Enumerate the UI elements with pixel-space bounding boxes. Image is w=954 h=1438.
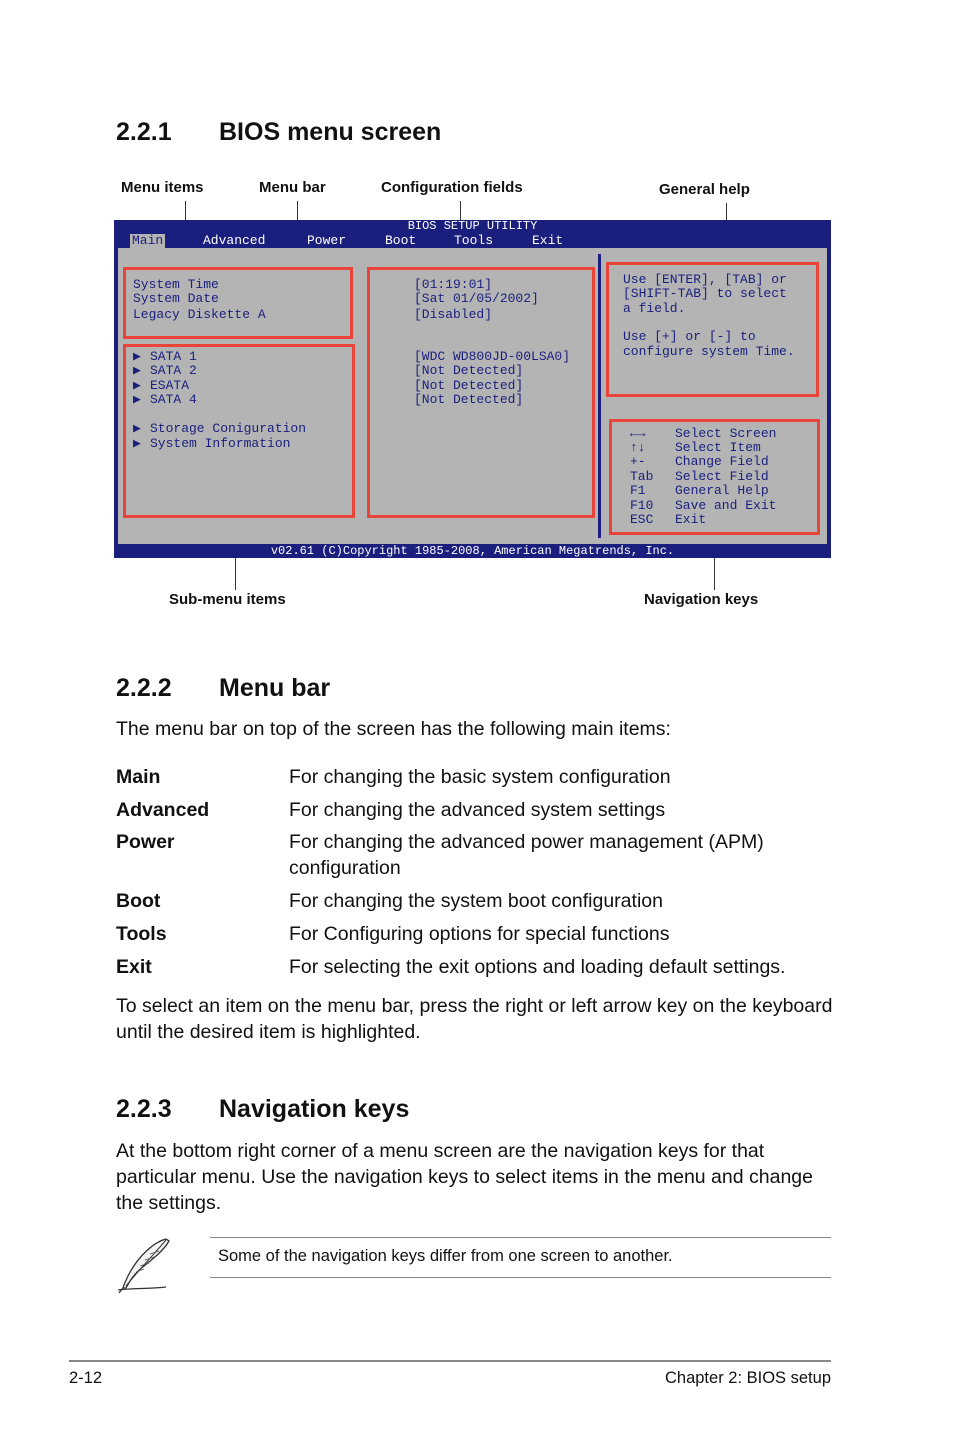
menu-bar-outro: To select an item on the menu bar, press the right or left arrow key on the keyboard until the desired item is highlighted.: [116, 995, 833, 1043]
bios-help-line: Use [+] or [-] to: [623, 329, 756, 344]
callout-sub-menu-items: Sub-menu items: [169, 591, 286, 608]
callout-configuration-fields: Configuration fields: [381, 179, 523, 196]
page-number: 2-12: [69, 1369, 103, 1387]
desc-power: For changing the advanced power management (APM) configuration: [289, 831, 764, 879]
desc-exit: For selecting the exit options and loading default settings.: [289, 956, 786, 978]
highlight-general-help: [606, 262, 819, 397]
callout-general-help: General help: [659, 181, 750, 198]
bios-panel-divider: [598, 254, 601, 538]
bios-frame-right: [827, 248, 831, 544]
bios-item-system-time[interactable]: System Time: [133, 277, 219, 292]
highlight-navigation-keys: [609, 419, 820, 535]
bios-value-diskette[interactable]: [Disabled]: [414, 307, 493, 322]
nav-key: +-: [630, 454, 646, 469]
bios-value-sata1: [WDC WD800JD-00LSA0]: [414, 349, 571, 364]
bios-value-date[interactable]: [Sat 01/05/2002]: [414, 291, 539, 306]
highlight-sub-menu-items: [123, 344, 355, 518]
section-title: Navigation keys: [219, 1095, 410, 1123]
nav-label: General Help: [675, 483, 769, 498]
nav-key: F1: [630, 483, 646, 498]
chapter-label: Chapter 2: BIOS setup: [664, 1369, 831, 1387]
desc-boot: For changing the system boot configuration: [289, 890, 663, 912]
bios-item-legacy-diskette[interactable]: Legacy Diskette A: [133, 307, 266, 322]
bios-submenu-sata4[interactable]: SATA 4: [150, 392, 197, 407]
nav-key: Tab: [630, 469, 654, 484]
bios-menu-advanced[interactable]: Advanced: [203, 233, 266, 248]
bios-value-sata2: [Not Detected]: [414, 363, 524, 378]
bios-submenu-storage-configuration[interactable]: Storage Coniguration: [150, 421, 307, 436]
feather-pen-icon: [114, 1236, 174, 1294]
bios-help-line: a field.: [623, 301, 686, 316]
menu-bar-intro: The menu bar on top of the screen has the following main items:: [116, 718, 671, 740]
bios-value-esata: [Not Detected]: [414, 378, 524, 393]
bios-help-line: [SHIFT-TAB] to select: [623, 286, 787, 301]
term-main: Main: [116, 766, 161, 788]
nav-label: Change Field: [675, 454, 769, 469]
nav-label: Save and Exit: [675, 498, 777, 513]
bios-menu-exit[interactable]: Exit: [532, 233, 564, 248]
bios-help-line: Use [ENTER], [TAB] or: [623, 272, 787, 287]
term-tools: Tools: [116, 923, 167, 945]
bios-submenu-sata1[interactable]: SATA 1: [150, 349, 197, 364]
bios-menu-main[interactable]: Main: [132, 233, 164, 248]
callout-navigation-keys: Navigation keys: [644, 591, 759, 608]
highlight-menu-items: [123, 267, 353, 339]
bios-submenu-esata[interactable]: ESATA: [150, 378, 190, 393]
section-number: 2.2.2: [116, 674, 172, 702]
term-advanced: Advanced: [116, 799, 210, 821]
highlight-config-fields: [367, 267, 595, 518]
nav-label: Exit: [675, 512, 707, 527]
bios-item-system-date[interactable]: System Date: [133, 291, 219, 306]
callout-menu-bar: Menu bar: [259, 179, 326, 196]
note-top-rule: [210, 1237, 831, 1238]
bios-value-time[interactable]: [01:19:01]: [414, 277, 493, 292]
nav-key: ESC: [630, 512, 654, 527]
bios-utility-title: BIOS SETUP UTILITY: [407, 219, 538, 233]
note-bottom-rule: [210, 1277, 831, 1278]
section-title: Menu bar: [219, 674, 331, 702]
section-number: 2.2.3: [116, 1095, 172, 1123]
submenu-arrow-icon: ▶: [133, 436, 141, 451]
bios-menu-tools[interactable]: Tools: [454, 233, 494, 248]
navigation-keys-body: At the bottom right corner of a menu screen are the navigation keys for that particular menu. Use the navigation keys to select items in the menu and change the settings.: [116, 1140, 813, 1214]
bios-submenu-sata2[interactable]: SATA 2: [150, 363, 197, 378]
nav-label: Select Field: [675, 469, 769, 484]
up-down-arrow-icon: ↑↓: [630, 440, 646, 455]
submenu-arrow-icon: ▶: [133, 363, 141, 378]
bios-menu-boot[interactable]: Boot: [385, 233, 417, 248]
desc-main: For changing the basic system configuration: [289, 766, 671, 788]
nav-key: F10: [630, 498, 654, 513]
term-power: Power: [116, 831, 175, 853]
section-number: 2.2.1: [116, 118, 172, 146]
bios-screen: [114, 220, 831, 558]
desc-tools: For Configuring options for special functions: [289, 923, 670, 945]
term-exit: Exit: [116, 956, 152, 978]
bios-menu-power[interactable]: Power: [307, 233, 347, 248]
footer-rule: [69, 1360, 831, 1362]
left-right-arrow-icon: ←→: [630, 426, 646, 441]
bios-frame-left: [114, 248, 118, 544]
bios-submenu-system-information[interactable]: System Information: [150, 436, 291, 451]
term-boot: Boot: [116, 890, 161, 912]
nav-label: Select Item: [675, 440, 761, 455]
submenu-arrow-icon: ▶: [133, 378, 141, 393]
bios-value-sata4: [Not Detected]: [414, 392, 524, 407]
nav-label: Select Screen: [675, 426, 777, 441]
desc-advanced: For changing the advanced system settings: [289, 799, 666, 821]
note-text: Some of the navigation keys differ from one screen to another.: [218, 1247, 673, 1265]
bios-help-line: configure system Time.: [623, 344, 795, 359]
section-title: BIOS menu screen: [219, 118, 442, 146]
submenu-arrow-icon: ▶: [133, 349, 141, 364]
bios-copyright-bar: v02.61 (C)Copyright 1985-2008, American Megatrends, Inc.: [114, 544, 831, 558]
callout-menu-items: Menu items: [121, 179, 204, 196]
submenu-arrow-icon: ▶: [133, 392, 141, 407]
submenu-arrow-icon: ▶: [133, 421, 141, 436]
